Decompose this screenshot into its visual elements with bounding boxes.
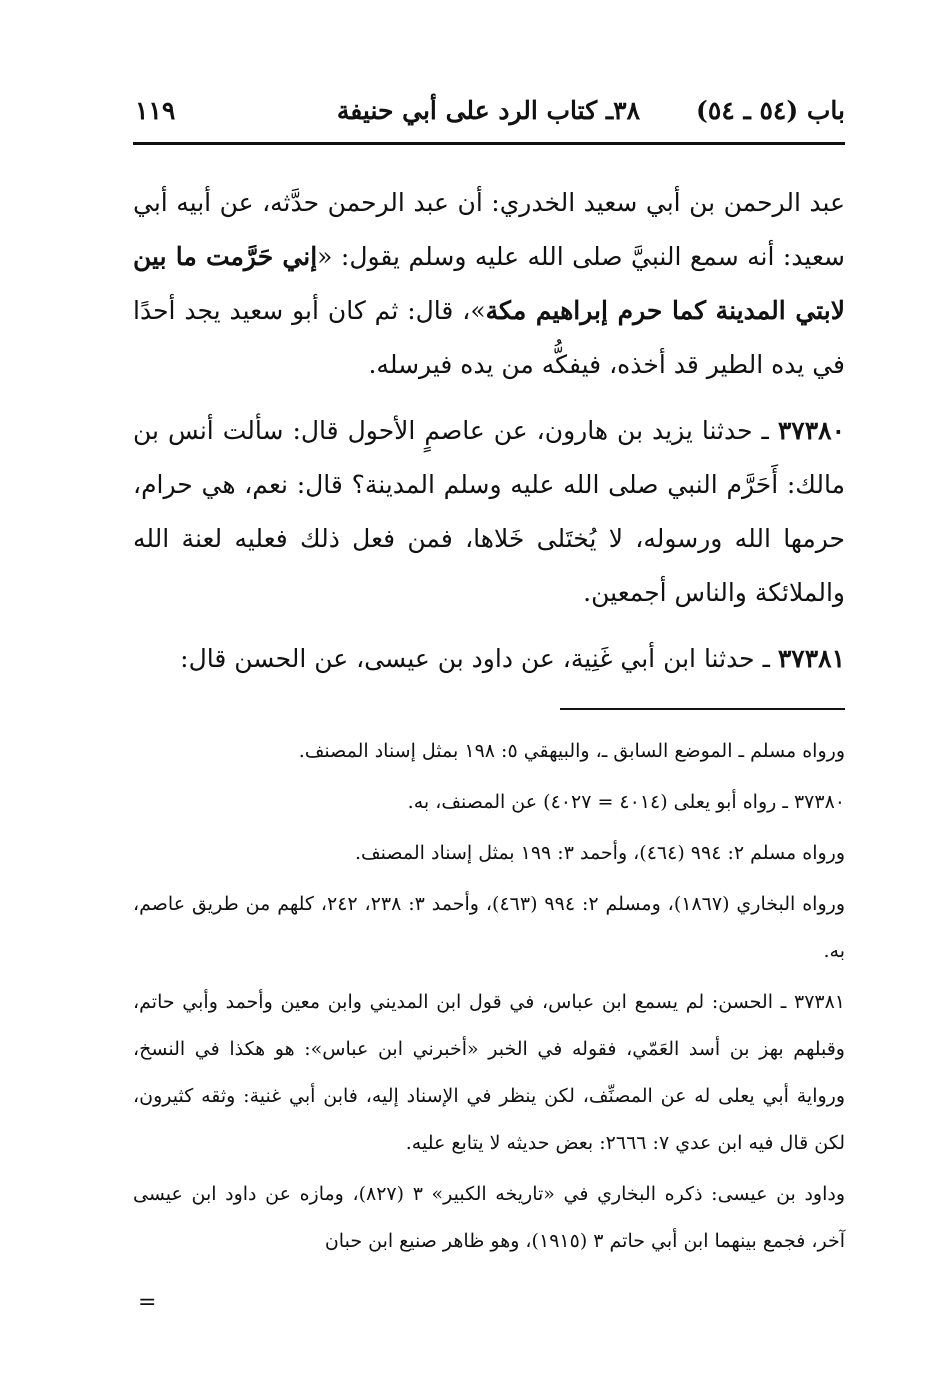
header-rule xyxy=(133,142,845,145)
page-number: ١١٩ xyxy=(135,96,176,125)
hadith-number: ٣٧٣٨١ xyxy=(777,644,845,673)
paragraph-1-after: »، قال: ثم كان أبو سعيد يجد أحدًا في يده الطير قد أخذه، فيفكُّه من يده فيرسله. xyxy=(133,296,845,379)
footnote-2: ٣٧٣٨٠ ـ رواه أبو يعلى (٤٠١٤ = ٤٠٢٧) عن المصنف، به. xyxy=(407,791,845,813)
paragraph-3 xyxy=(133,632,845,686)
paragraph-2 xyxy=(133,404,845,620)
chapter-label: باب (٥٤ ـ ٥٤) xyxy=(696,96,845,125)
hadith-quote: إني حَرَّمت ما بين لابتي المدينة كما حرم إبراهيم مكة xyxy=(133,242,845,325)
footnote-4: ورواه البخاري (١٨٦٧)، ومسلم ٢: ٩٩٤ (٤٦٣)، وأحمد ٣: ٢٣٨، ٢٤٢، كلهم من طريق عاصم، به. xyxy=(133,893,845,962)
footnote-1: ورواه مسلم ـ الموضع السابق ـ، والبيهقي ٥: ١٩٨ بمثل إسناد المصنف. xyxy=(298,740,845,762)
paragraph-3-text: ـ حدثنا ابن أبي غَنِية، عن داود بن عيسى، عن الحسن قال: xyxy=(180,644,778,673)
hadith-number: ٣٧٣٨٠ xyxy=(777,416,845,445)
footnote-5: ٣٧٣٨١ ـ الحسن: لم يسمع ابن عباس، في قول ابن المديني وابن معين وأحمد وأبي حاتم، وقبلهم بهز بن أسد العَمّي، فقوله في الخبر «أخبرني ابن عباس»: هو هكذا في النسخ، ورواية أبي يعلى له عن المصنِّف، لكن ينظر في الإسناد إليه، فابن أبي غنية: وثقه كثيرون، لكن قال فيه ابن عدي ٧: ٢٦٦٦: بعض حديثه لا يتابع عليه. xyxy=(133,991,846,1154)
paragraph-1 xyxy=(133,176,845,392)
paragraph-1-before: عبد الرحمن بن أبي سعيد الخدري: أن عبد الرحمن حدَّثه، عن أبيه أبي سعيد: أنه سمع النبيَّ صلى الله عليه وسلم يقول: « xyxy=(133,188,845,271)
footnote-3: ورواه مسلم ٢: ٩٩٤ (٤٦٤)، وأحمد ٣: ١٩٩ بمثل إسناد المصنف. xyxy=(354,842,845,864)
footnotes xyxy=(133,728,845,1269)
footnote-6: وداود بن عيسى: ذكره البخاري في «تاريخه الكبير» ٣ (٨٢٧)، ومازه عن داود ابن عيسى آخر، فجمع بينهما ابن أبي حاتم ٣ (١٩١٥)، وهو ظاهر صنيع ابن حبان xyxy=(133,1183,845,1252)
footnote-rule xyxy=(560,708,845,710)
book-title: ٣٨ـ كتاب الرد على أبي حنيفة xyxy=(336,96,640,125)
main-text xyxy=(133,176,845,698)
continuation-mark: = xyxy=(138,1290,157,1315)
paragraph-2-text: ـ حدثنا يزيد بن هارون، عن عاصمٍ الأحول قال: سألت أنس بن مالك: أَحَرَّم النبي صلى الله عليه وسلم المدينة؟ قال: نعم، هي حرام، حرمها الله ورسوله، لا يُختَلى خَلاها، فمن فعل ذلك فعليه لعنة الله والملائكة والناس أجمعين. xyxy=(133,416,845,607)
running-header xyxy=(133,88,845,142)
